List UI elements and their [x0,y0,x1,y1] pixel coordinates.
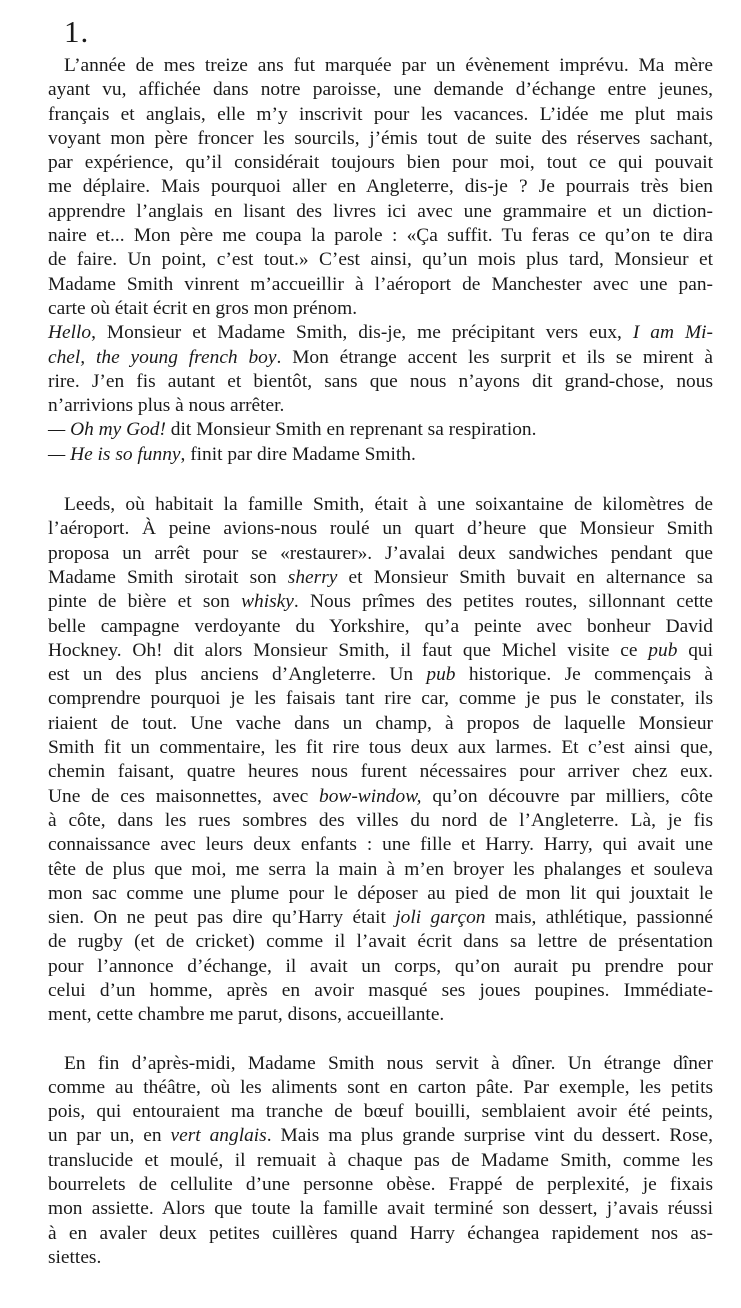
text-line: l’aéroport. À peine avions-nous roulé un quart d’heure que Monsieur Smith [48,518,713,540]
paragraph-2 [48,493,713,1028]
text-span: , Monsieur et Madame Smith, dis-je, me précipitant vers eux, [91,322,633,344]
text-line: siettes. [48,1246,102,1268]
text-line: pour l’annonce d’échange, il avait un corps, qu’on aurait pu prendre pour [48,955,713,977]
book-page [48,14,713,1270]
text-line: carte où était écrit en gros mon prénom. [48,297,358,319]
text-line [48,566,713,590]
paragraph-spacer [48,467,713,493]
text-line: apprendre l’anglais en lisant des livres ici avec une grammaire et un diction- [48,200,713,222]
text-line [48,639,713,663]
dialogue-line: rire. J’en fis autant et bientôt, sans que nous n’ayons dit grand-chose, nous [48,370,713,392]
italic-text: sherry [287,566,338,588]
text-span: Hockney. Oh! dit alors Monsieur Smith, il faut que Michel visite ce [48,639,649,661]
text-line: riaient de tout. Une vache dans un champ, à propos de laquelle Monsieur [48,712,713,734]
text-span: mais, athlétique, passionné [485,907,714,929]
text-line: tête de plus que moi, me serra la main à m’en broyer les phalanges et souleva [48,858,713,880]
dialogue-line: n’arrivions plus à nous arrêter. [48,395,285,417]
text-line: celui d’un homme, après en avoir masqué ses joues poupines. Immédiate- [48,979,713,1001]
text-span: . Mon étrange accent les surprit et ils se mirent à [276,346,713,368]
text-span: , finit par dire Madame Smith. [180,443,416,465]
paragraph-1 [48,54,713,467]
text-line: de faire. Un point, c’est tout.» C’est ainsi, qu’un mois plus tard, Monsieur et [48,249,713,271]
text-line: voyant mon père froncer les sourcils, j’émis tout de suite des réserves sachant, [48,127,713,149]
paragraph-3 [48,1052,713,1271]
dialogue-line [48,321,713,345]
paragraph-spacer [48,1028,713,1052]
text-line: comprendre pourquoi je les faisais tant rire car, comme je pus le constater, ils [48,688,713,710]
text-line: Madame Smith vinrent m’accueillir à l’aéroport de Manchester avec une pan- [48,273,713,295]
text-line: par expérience, qu’il considérait toujours bien pour moi, tout ce qui pouvait [48,152,713,174]
italic-text: Hello [48,322,92,344]
dialogue-line [48,443,713,467]
text-line: me déplaire. Mais pourquoi aller en Angleterre, dis-je ? Je pourrais très bien [48,176,713,198]
italic-text: I am Mi- [632,322,713,344]
text-span: et Monsieur Smith buvait en alternance sa [337,566,714,588]
italic-text: bow-window, [319,785,422,807]
text-span: sien. On ne peut pas dire qu’Harry était [48,907,396,929]
italic-text: pub [426,664,456,686]
text-line: ment, cette chambre me parut, disons, accueillante. [48,1004,445,1026]
text-line: bourrelets de cellulite d’une personne obèse. Frappé de perplexité, je fixais [48,1174,713,1196]
text-line: translucide et moulé, il remuait à chaque pas de Madame Smith, comme les [48,1149,713,1171]
text-line: proposa un arrêt pour se «restaurer». J’avalai deux sandwiches pendant que [48,542,713,564]
italic-text: chel, the young french boy [48,346,277,368]
italic-text: — He is so funny [48,443,181,465]
text-line: En fin d’après-midi, Madame Smith nous servit à dîner. Un étrange dîner [64,1052,713,1074]
text-span: un par un, en [48,1125,171,1147]
text-line: chemin faisant, quatre heures nous furent nécessaires pour arriver chez eux. [48,761,713,783]
text-line: L’année de mes treize ans fut marquée par un évènement imprévu. Ma mère [64,55,713,76]
text-line: mon assiette. Alors que toute la famille avait terminé son dessert, j’avais réussi [48,1198,713,1220]
text-span: . Nous prîmes des petites routes, sillonnant cette [293,591,713,613]
text-line [48,785,713,809]
italic-text: whisky [241,591,294,613]
text-line [48,1124,713,1148]
text-line: français et anglais, elle m’y inscrivit pour les vacances. L’idée me plut mais [48,103,713,125]
text-line: à en avaler deux petites cuillères quand Harry échangea rapidement nos as- [48,1222,713,1244]
text-span: historique. Je commençais à [455,664,714,686]
text-line: comme au théâtre, où les aliments sont en carton pâte. Par exemple, les petits [48,1076,713,1098]
text-span: pinte de bière et son [48,591,242,613]
dialogue-line [48,418,713,442]
text-span: Une de ces maisonnettes, avec [48,785,319,807]
text-line: naire et... Mon père me coupa la parole : «Ça suffit. Tu feras ce qu’on te dira [48,225,713,247]
chapter-number: 1. [64,14,90,49]
text-line [48,590,713,614]
text-line: à côte, dans les rues sombres des villes du nord de l’Angleterre. Là, je fis [48,809,713,831]
text-line: pois, qui entouraient ma tranche de bœuf bouilli, semblaient avoir été peints, [48,1101,713,1123]
text-span: Madame Smith sirotait son [48,566,288,588]
italic-text: pub [648,639,678,661]
text-span: dit Monsieur Smith en reprenant sa respiration. [165,419,537,441]
text-span: qu’on découvre par milliers, côte [421,785,713,807]
italic-text: vert anglais [170,1125,267,1147]
text-line: Leeds, où habitait la famille Smith, était à une soixantaine de kilomètres de [64,494,713,516]
italic-text: — Oh my God! [48,419,166,441]
text-line [48,663,713,687]
text-line: ayant vu, affichée dans notre paroisse, une demande d’échange entre jeunes, [48,79,713,101]
text-span: qui [677,639,713,661]
text-line: belle campagne verdoyante du Yorkshire, qu’a peinte avec bonheur David [48,615,713,637]
text-span: est un des plus anciens d’Angleterre. Un [48,664,427,686]
text-line: connaissance avec leurs deux enfants : une fille et Harry. Harry, qui avait une [48,834,713,856]
text-span: . Mais ma plus grande surprise vint du dessert. Rose, [266,1125,713,1147]
text-line: de rugby (et de cricket) comme il l’avait écrit dans sa lettre de présentation [48,931,713,953]
text-line: Smith fit un commentaire, les fit rire tous deux aux larmes. Et c’est ainsi que, [48,737,713,759]
dialogue-line [48,346,713,370]
text-line [48,906,713,930]
text-line: mon sac comme une plume pour le déposer au pied de mon lit qui jouxtait le [48,882,713,904]
italic-text: joli garçon [395,907,486,929]
